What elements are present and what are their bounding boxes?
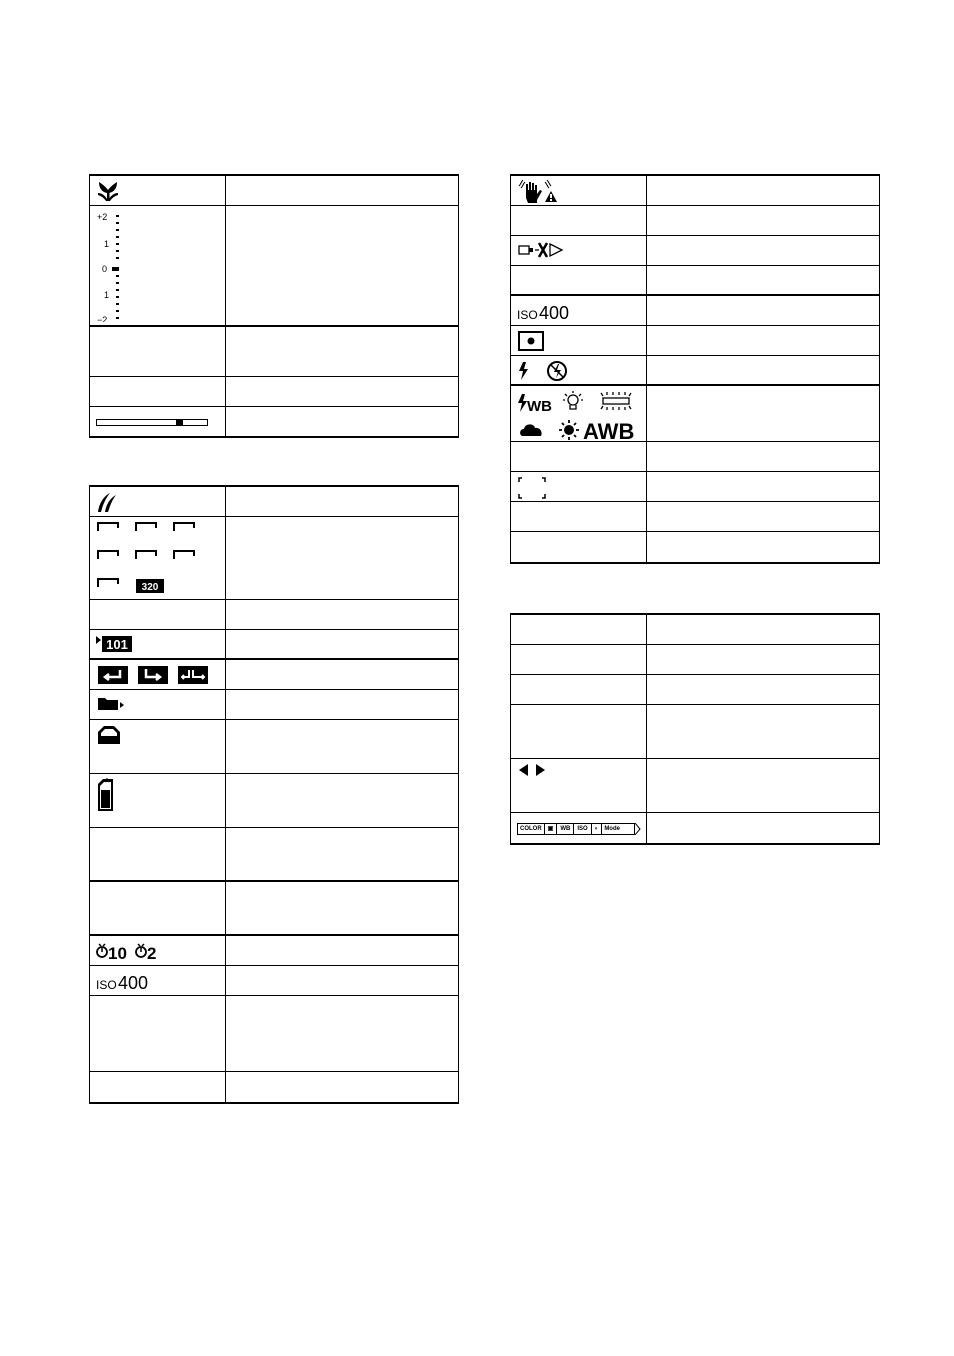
menu-bar-cell <box>511 813 647 843</box>
table-row <box>90 996 458 1072</box>
table-row <box>511 176 879 206</box>
menu-bar-wb: WB <box>557 824 574 834</box>
table-row <box>511 356 879 386</box>
table-row <box>511 326 879 356</box>
iso-value: 400 <box>539 303 570 322</box>
menu-bar-sharpness: ◐ <box>592 824 603 834</box>
menu-bar-iso: ISO <box>574 824 591 834</box>
table-row <box>90 966 458 996</box>
table-row <box>90 774 458 828</box>
table-row <box>511 386 879 442</box>
ev-scale-cell <box>90 206 226 325</box>
zoom-bar-cell <box>90 407 226 436</box>
iso-cell-right <box>511 296 647 325</box>
white-balance-icons <box>517 390 637 440</box>
ev-tick-minus2: −2 <box>97 315 108 322</box>
table-row <box>511 645 879 675</box>
zoom-bar <box>96 419 208 426</box>
table-row <box>90 487 458 517</box>
fluorescent-icon <box>601 392 631 410</box>
table-row <box>511 206 879 236</box>
ev-tick-plus2: +2 <box>97 212 108 222</box>
image-size-cell <box>90 517 226 599</box>
iso-prefix: ISO <box>517 308 538 322</box>
arrow-left-icon <box>519 764 528 776</box>
menu-bar-mode: Mode <box>604 826 620 832</box>
camera-shake-warning-icon <box>517 180 559 204</box>
table-row <box>90 882 458 936</box>
ev-tick-zero: 0 <box>102 264 108 274</box>
iso-value: 400 <box>118 973 149 992</box>
iso-prefix: ISO <box>96 978 117 992</box>
ev-scale-icon <box>96 210 136 322</box>
image-size-frames-icon <box>96 521 206 597</box>
table-row <box>511 266 879 296</box>
daylight-icon <box>559 420 579 440</box>
table-row <box>90 517 458 600</box>
table-row <box>90 690 458 720</box>
table-row <box>511 442 879 472</box>
folder-arrow-icon <box>96 694 126 712</box>
ev-tick-minus1: 1 <box>104 290 110 300</box>
record-folder-icons <box>96 664 211 686</box>
zoom-bar-marker <box>176 419 183 426</box>
flash-wb-icon <box>518 394 527 412</box>
table-row <box>511 472 879 502</box>
internal-memory-icon <box>96 724 124 746</box>
image-size-320-label: 320 <box>141 582 159 593</box>
right-table-2 <box>510 613 880 845</box>
flash-on-icon <box>519 362 528 380</box>
iso-cell-left <box>90 966 226 995</box>
self-timer-2-label: 2 <box>147 944 157 962</box>
table-row <box>511 532 879 562</box>
left-table-2 <box>89 485 459 1104</box>
folder-number-label: 101 <box>106 637 128 652</box>
table-row <box>511 705 879 759</box>
macro-cell <box>90 176 226 205</box>
table-row <box>90 660 458 690</box>
table-row <box>90 600 458 630</box>
table-row <box>90 176 458 206</box>
quality-feather-icon <box>96 491 118 513</box>
table-row <box>90 630 458 660</box>
card-cell <box>90 774 226 827</box>
internal-memory-cell <box>90 720 226 773</box>
table-row <box>511 759 879 813</box>
af-frame-cell <box>511 472 647 501</box>
table-row <box>90 720 458 774</box>
usb-cell <box>511 236 647 265</box>
table-row <box>90 407 458 436</box>
record-folder-cell <box>90 660 226 689</box>
table-row <box>90 377 458 407</box>
table-row <box>90 1072 458 1102</box>
cloudy-icon <box>520 424 542 436</box>
incandescent-icon <box>563 391 583 409</box>
table-row <box>511 502 879 532</box>
iso-400-icon <box>96 970 156 992</box>
right-table-1 <box>510 174 880 564</box>
left-right-arrows-cell <box>511 759 647 812</box>
self-timer-10-label: 10 <box>108 944 127 962</box>
self-timer-icons <box>96 940 166 962</box>
iso-400-icon <box>517 300 577 322</box>
arrow-right-icon <box>536 764 545 776</box>
table-row <box>90 828 458 882</box>
folder-number-cell <box>90 630 226 658</box>
table-row <box>90 936 458 966</box>
left-right-arrows-icon <box>517 763 547 777</box>
ev-tick-plus1: 1 <box>104 239 110 249</box>
flash-cell <box>511 356 647 384</box>
white-balance-cell <box>511 386 647 441</box>
table-row <box>511 236 879 266</box>
table-row <box>511 615 879 645</box>
camera-shake-cell <box>511 176 647 205</box>
quality-cell <box>90 487 226 516</box>
folder-cell <box>90 690 226 719</box>
table-row <box>90 327 458 377</box>
af-range-finder-icon <box>517 476 547 500</box>
table-row <box>511 675 879 705</box>
table-row <box>511 296 879 326</box>
self-timer-cell <box>90 936 226 965</box>
wb-label: WB <box>527 398 552 415</box>
table-row <box>90 206 458 327</box>
menu-bar-metering: ▣ <box>545 824 558 834</box>
card-icon <box>96 778 116 812</box>
macro-flower-icon <box>96 180 120 202</box>
metering-cell <box>511 326 647 355</box>
folder-number-icon <box>96 634 132 652</box>
menu-bar-arrow-icon <box>635 823 641 835</box>
flash-icons <box>517 360 571 382</box>
left-table-1 <box>89 174 459 438</box>
usb-disconnect-icon <box>517 240 565 260</box>
table-row <box>511 813 879 843</box>
awb-label: AWB <box>583 419 635 440</box>
menu-bar-color: COLOR <box>518 824 545 834</box>
menu-bar-icon <box>517 823 635 835</box>
spot-metering-icon <box>517 330 545 352</box>
